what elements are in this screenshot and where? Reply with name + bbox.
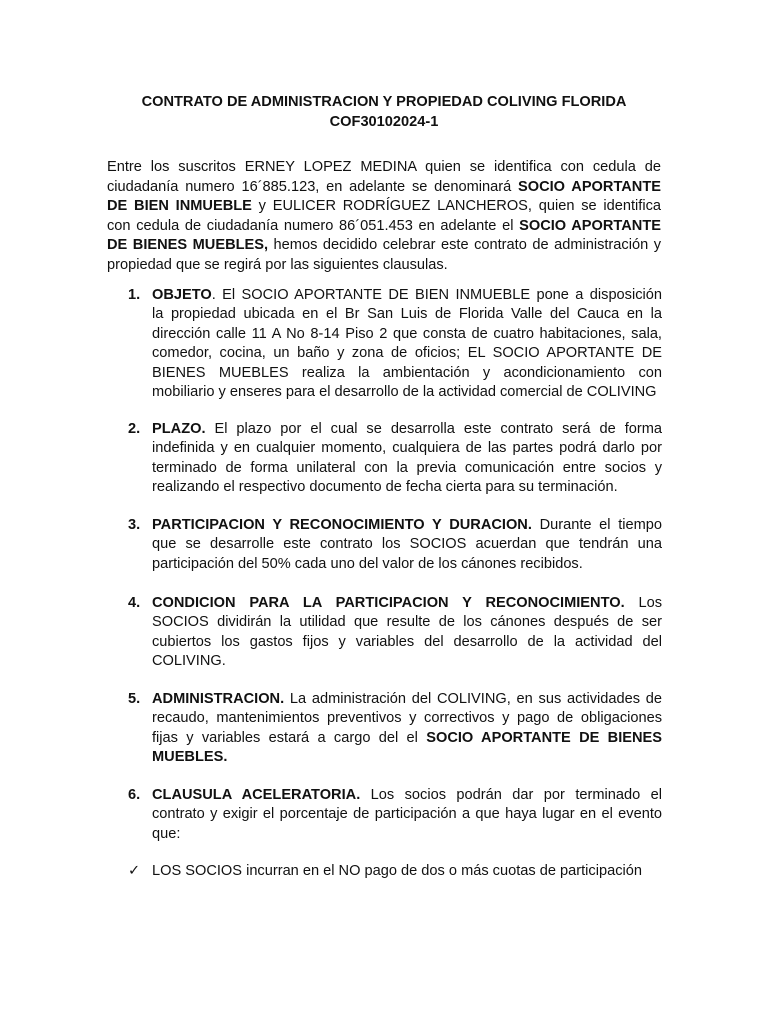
clause-number: 4. (128, 595, 141, 611)
intro-bold-text: SOCIO APORTANTE (519, 217, 661, 234)
clause-line (152, 690, 662, 709)
clause-text: . El SOCIO APORTANTE DE BIEN INMUEBLE pone a disposición (211, 287, 662, 303)
title-line-2: COF30102024-1 (329, 114, 439, 130)
clause-line: que: (152, 825, 181, 842)
intro-line (107, 236, 661, 256)
clause-bold-text: SOCIO APORTANTE DE BIENES (426, 729, 663, 746)
clause-heading: CLAUSULA ACELERATORIA. (152, 787, 361, 803)
intro-text: con cedula de ciudadanía numero 86´051.453 en adelante el (107, 217, 520, 234)
clause-line: cubiertos los gastos fijos y variables del desarrollo de la actividad del (152, 633, 662, 650)
clause-line: participación del 50% cada uno del valor de los cánones recibidos. (152, 555, 583, 572)
intro-line (107, 217, 661, 237)
clause-body (152, 690, 662, 768)
clause-body (152, 286, 662, 402)
intro-text: hemos decidido celebrar este contrato de administración y (268, 237, 661, 253)
clause-line (152, 748, 662, 767)
checklist-text: LOS SOCIOS incurran en el NO pago de dos o más cuotas de participación (152, 863, 642, 879)
clause-number: 2. (128, 421, 141, 437)
clause-body (152, 594, 662, 672)
clause-line (152, 594, 662, 613)
clause-line: COLIVING. (152, 653, 226, 670)
clause-line (152, 286, 662, 305)
clause-line (152, 420, 662, 439)
intro-text: ciudadanía numero 16´885.123, en adelante se denominará (107, 178, 518, 195)
clause-line: dirección calle 11 A No 8-14 Piso 2 que consta de cuatro habitaciones, sala, (152, 325, 662, 342)
intro-text: y EULICER RODRÍGUEZ LANCHEROS, quien se identifica (251, 198, 661, 214)
clause-line: recaudo, mantenimientos preventivos y correctivos y pago de obligaciones (152, 710, 662, 727)
clause-line: contrato y exigir el porcentaje de participación a que haya lugar en el evento (152, 806, 662, 823)
clause-body (152, 516, 662, 574)
clause-body (152, 420, 662, 498)
intro-bold-text: SOCIO APORTANTE (518, 178, 661, 195)
intro-line: propiedad que se regirá por las siguientes clausulas. (107, 256, 448, 273)
clause-line: que se desarrolle este contrato los SOCIOS acuerdan que tendrán una (152, 536, 662, 553)
clause-line (152, 786, 662, 805)
clause-number: 6. (128, 787, 141, 803)
clause-line: realizando el respectivo documento de fecha cierta para su terminación. (152, 479, 618, 496)
clause-text: La administración del COLIVING, en sus actividades de (284, 691, 662, 707)
clause-line: la propiedad ubicada en el Br San Luis de Florida Valle del Cauca en la (152, 306, 662, 323)
clause-text: fijas y variables estará a cargo del el (152, 729, 427, 746)
clause-heading: PARTICIPACION Y RECONOCIMIENTO Y DURACION. (152, 517, 532, 533)
clause-text: Los (624, 595, 662, 611)
intro-paragraph (107, 158, 661, 275)
clause-line: BIENES MUEBLES realiza la ambientación y acondicionamiento con (152, 364, 662, 381)
clause-heading: PLAZO. (152, 421, 206, 437)
clause-line (152, 729, 662, 748)
clause-text: El plazo por el cual se desarrolla este contrato será de forma (205, 421, 662, 437)
clause-number: 1. (128, 287, 141, 303)
checkmark-icon: ✓ (128, 863, 141, 879)
clause-line: comedor, cocina, un baño y zona de oficios; EL SOCIO APORTANTE DE (152, 345, 662, 362)
intro-bold-text: DE BIEN INMUEBLE (107, 198, 252, 214)
intro-line (107, 197, 661, 217)
clause-body (152, 786, 662, 844)
intro-line (107, 178, 661, 198)
clause-text: Durante el tiempo (531, 517, 662, 533)
clause-line: SOCIOS dividirán la utilidad que resulte de los cánones después de ser (152, 614, 662, 631)
clause-line: mobiliario y enseres para el desarrollo de la actividad comercial de COLIVING (152, 384, 657, 401)
document-title (80, 92, 688, 132)
clause-heading: ADMINISTRACION. (152, 691, 285, 707)
clause-line: terminado de forma unilateral con la previa comunicación entre socios y (152, 459, 662, 476)
clause-bold-text: MUEBLES. (152, 749, 228, 766)
clause-number: 5. (128, 691, 141, 707)
clause-heading: OBJETO (152, 287, 212, 303)
clause-number: 3. (128, 517, 141, 533)
clause-heading: CONDICION PARA LA PARTICIPACION Y RECONOCIMIENTO. (152, 595, 625, 611)
clause-line: indefinida y en cualquier momento, cualquiera de las partes podrá darlo por (152, 440, 662, 457)
intro-line: Entre los suscritos ERNEY LOPEZ MEDINA quien se identifica con cedula de (107, 159, 661, 175)
intro-bold-text: DE BIENES MUEBLES, (107, 237, 269, 253)
clause-line (152, 516, 662, 535)
clause-text: Los socios podrán dar por terminado el (360, 787, 662, 803)
title-line-1: CONTRATO DE ADMINISTRACION Y PROPIEDAD COLIVING FLORIDA (141, 94, 627, 110)
